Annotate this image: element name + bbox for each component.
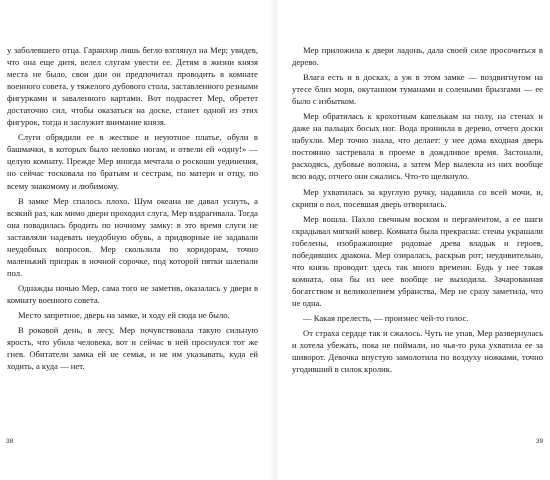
right-page-text (292, 44, 543, 378)
paragraph: у заболевшего отца. Гаранхир лишь бегло взглянул на Мер; увидев, что она еще дитя, велел слугам увести ее. Детям в жизни князя места не было, свои дни он предпочитал проводить в комнате военного совета, у тяжелого дубового стола, заставленного резными фигурками и заваленного картами. Вот подрастет Мер, обретет достаточно сил, чтобы оказаться на доске, станет одной из этих фигурок, тогда и заслужит внимание князя. (7, 45, 258, 128)
paragraph: Мер вошла. Пахло свечным воском и пергаментом, а ее шаги скрадывал мягкий ковер. Комната была прекрасна: стены украшали гобелены, изображающие родовые древа владык и героев, победивших дракона. Мер озиралась, раскрыв рот; неудивительно, что князь проводит здесь так много времени. Будь у нее такая комната, она бы из нее вообще не выходила. Зачарованная богатством и великолепием убранства, Мер не сразу заметила, что не одна. (292, 213, 543, 308)
paragraph: Однажды ночью Мер, сама того не заметив, оказалась у двери в комнату военного совета. (7, 282, 258, 305)
page-number: 38 (6, 438, 14, 445)
paragraph: От страха сердце так и сжалось. Чуть не упав, Мер развернулась и хотела убежать, пока не поймали, но чья-то рука ухватила ее за шиворот. Девочка впустую замолотила по воздуху ножками, точно угодивший в силок кролик. (292, 328, 543, 375)
paragraph: Мер приложила к двери ладонь, дала своей силе просочиться в дерево. (292, 45, 543, 68)
paragraph: В замке Мер спалось плохо. Шум океана не давал уснуть, а всякий раз, как мимо двери проходил слуга, Мер вздрагивала. Тогда она повадилась бродить по ночному замку: в это время слуги не заставляли надевать неудобную обувь, а придворные не задавали неудобных вопросов. Мер скользила по коридорам, точно маленький призрак в ночной сорочке, под которой пятки шлепали пол. (7, 195, 258, 278)
page-number: 39 (536, 438, 544, 445)
paragraph: Мер обратилась к крохотным капелькам на полу, на стенах и даже на пальцах босых ног. Вода проникла в дерево, отчего доски набухли. Мер точно знала, что делает: у нее дома входная дверь постоянно застревала в проеме в дождливое время. Застонали, расходясь, дубовые волокна, а затем Мер вылекла из них вообще всю воду, отчего они сжались. Что-то щелкнуло. (292, 111, 543, 182)
paragraph: — Какая прелесть, — произнес чей-то голос. (303, 312, 469, 323)
paragraph: Влага есть и в досках, а уж в этом замке — воздвигнутом на утесе близ моря, окутанном туманами и солеными брызгами — ее было с избытком. (292, 72, 543, 107)
left-page-text (7, 44, 258, 375)
paragraph: Слуги обрядили ее в жесткое и неуютное платье, обули в башмачки, в которых было неловко ногам, и отвели ей «одну!» — целую комнату. Прежде Мер иногда мечтала о роскоши уединения, но сейчас тосковала по братьям и сестрам, по матери и отцу, по всему знакомому и любимому. (7, 132, 258, 191)
right-page (275, 0, 550, 480)
paragraph: В роковой день, в лесу, Мер почувствовала такую сильную ярость, что убила человека, вот и сейчас в ней проснулся тот же гнев. Обитатели замка ей не семья, и не им указывать, куда ей ходить, а куда — нет. (7, 325, 258, 372)
paragraph: Место запретное, дверь на замке, и ходу ей сюда не было. (18, 309, 230, 320)
paragraph: Мер ухватилась за круглую ручку, надавила со всей мочи, и, скрипя о пол, посевшая дверь отворилась. (292, 186, 543, 209)
